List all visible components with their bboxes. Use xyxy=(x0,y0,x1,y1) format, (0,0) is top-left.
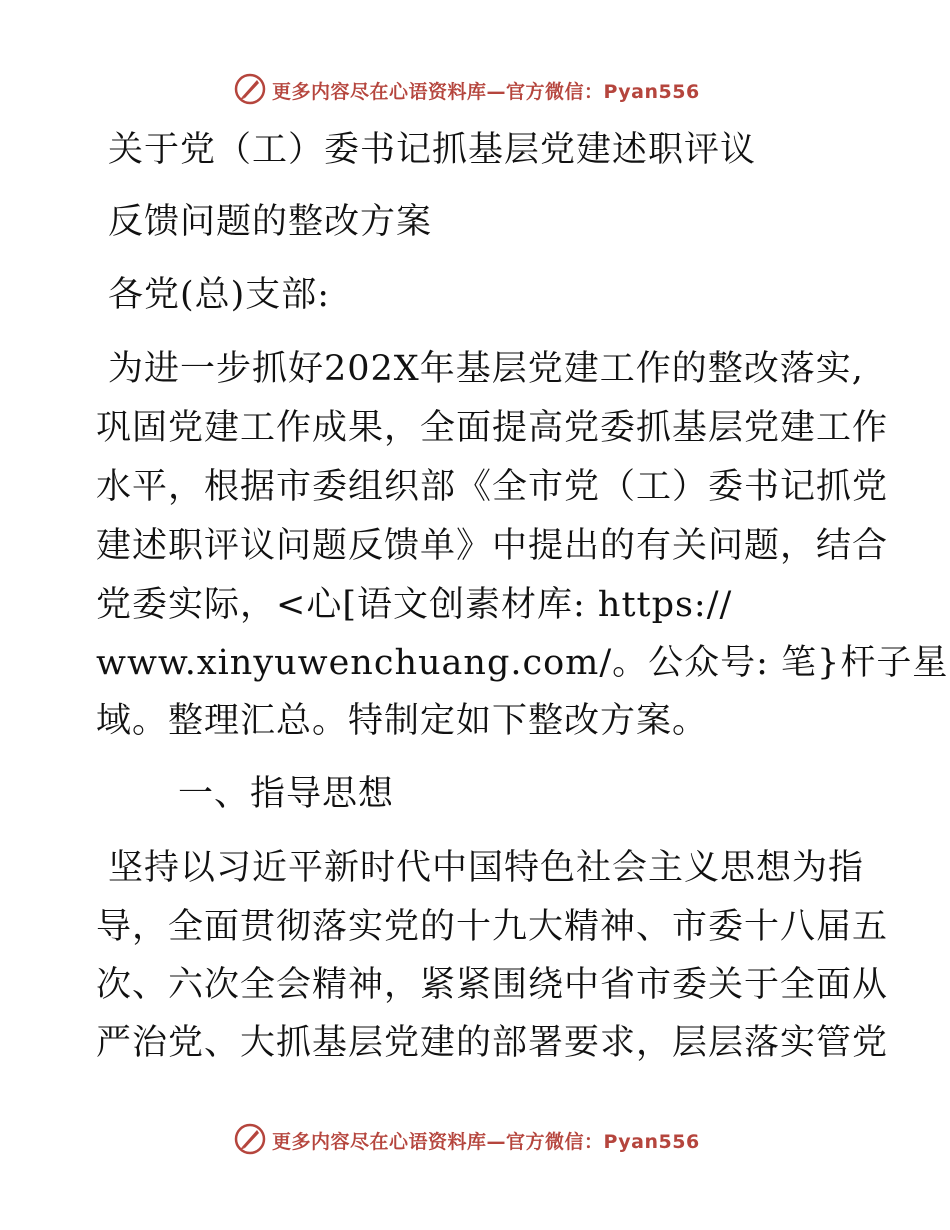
paragraph-1-line-1: 为进一步抓好202X年基层党建工作的整改落实, xyxy=(108,349,864,389)
section-1-line-4: 严治党、大抓基层党建的部署要求，层层落实管党 xyxy=(96,1023,889,1063)
document-title-line-1: 关于党（工）委书记抓基层党建述职评议 xyxy=(108,130,757,170)
section-1-line-1: 坚持以习近平新时代中国特色社会主义思想为指 xyxy=(108,848,865,888)
paragraph-1-line-7: 域。整理汇总。特制定如下整改方案。 xyxy=(96,701,709,741)
paragraph-1-line-2: 巩固党建工作成果，全面提高党委抓基层党建工作 xyxy=(96,408,889,448)
banner-text: 更多内容尽在心语资料库—官方微信：Pyan556 xyxy=(272,1131,700,1153)
paragraph-1-line-4: 建述职评议问题反馈单》中提出的有关问题，结合 xyxy=(96,526,889,566)
quill-logo-icon xyxy=(233,72,267,106)
header-banner xyxy=(0,70,950,110)
banner-text: 更多内容尽在心语资料库—官方微信：Pyan556 xyxy=(272,81,700,103)
section-heading: 一、指导思想 xyxy=(178,774,395,814)
paragraph-1-line-5: 党委实际，<心[语文创素材库: https:// xyxy=(96,585,733,625)
salutation: 各党(总)支部: xyxy=(108,275,331,315)
quill-logo-icon xyxy=(233,1122,267,1156)
footer-banner xyxy=(0,1120,950,1160)
paragraph-1-line-3: 水平，根据市委组织部《全市党（工）委书记抓党 xyxy=(96,467,889,507)
section-1-line-2: 导，全面贯彻落实党的十九大精神、市委十八届五 xyxy=(96,907,889,947)
paragraph-1-line-6: www.xinyuwenchuang.com/。公众号: 笔}杆子星 xyxy=(96,643,949,683)
section-1-line-3: 次、六次全会精神，紧紧围绕中省市委关于全面从 xyxy=(96,965,889,1005)
document-title-line-2: 反馈问题的整改方案 xyxy=(108,202,433,242)
